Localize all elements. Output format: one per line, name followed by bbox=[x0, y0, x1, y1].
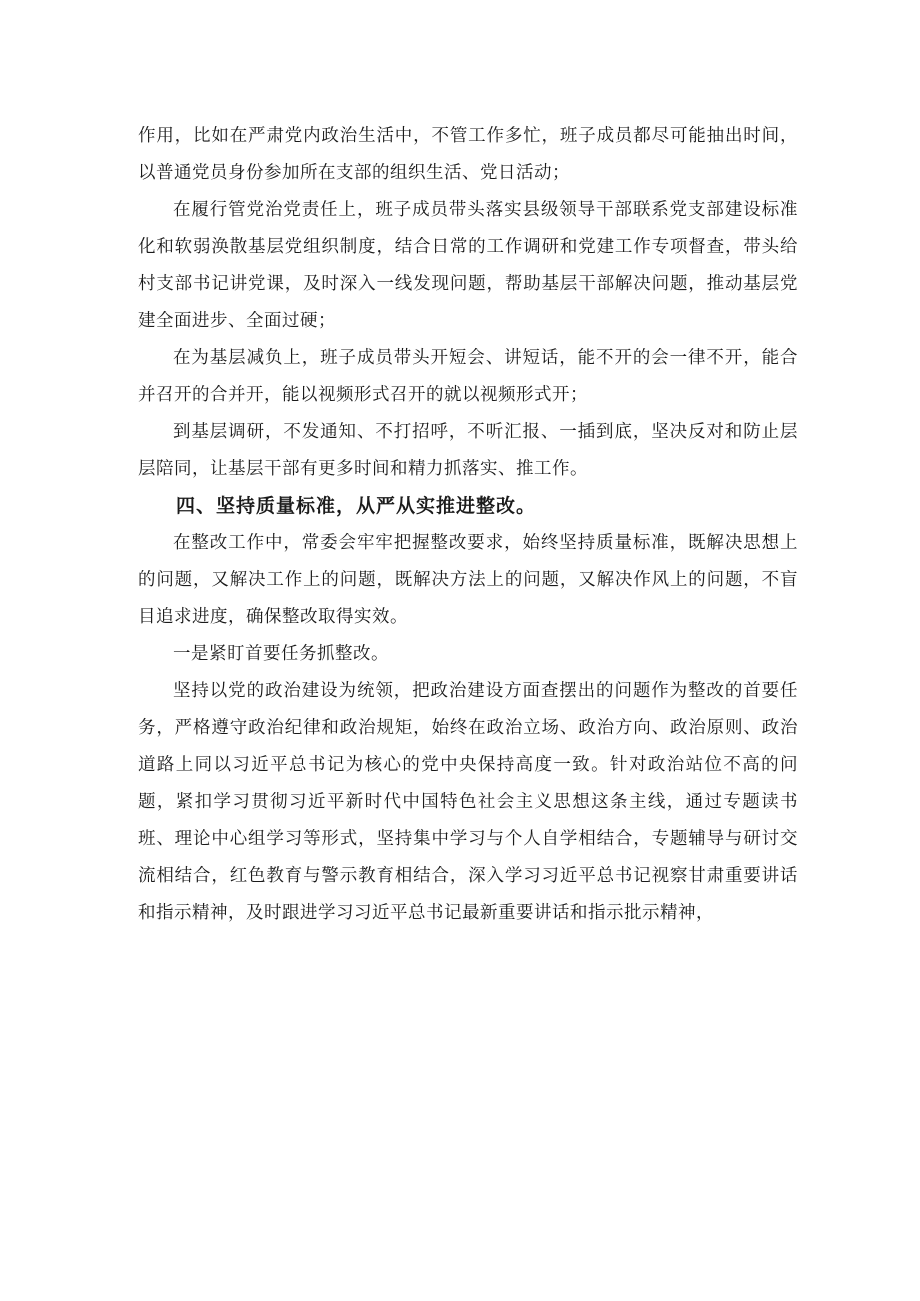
text-line: 坚持以党的政治建设为统领，把政治建设方面查摆出的问题作为整改的首 bbox=[173, 681, 762, 701]
text-line: 能合并召开的合并开，能以视频形式召开的就以视频形式开； bbox=[138, 348, 799, 405]
text-line: 研讨交流相结合，红色教育与警示教育相结合，深入学习习近平总书记视察甘肃 bbox=[138, 829, 798, 886]
paragraph-field-research bbox=[138, 414, 798, 488]
text-line: 不盲目追求进度，确保整改取得实效。 bbox=[138, 570, 798, 627]
text-line: 在整改工作中，常委会牢牢把握整改要求，始终坚持质量标准，既解决思 bbox=[173, 533, 762, 553]
text-line: 的问题，紧扣学习贯彻习近平新时代中国特色社会主义思想这条主线，通过专题 bbox=[138, 755, 799, 812]
section-heading-four bbox=[138, 488, 798, 525]
paragraph-party-responsibility bbox=[138, 192, 798, 340]
paragraph-political-building bbox=[138, 673, 798, 932]
text-line: 在履行管党治党责任上，班子成员带头落实县级领导干部联系党支部建设 bbox=[173, 200, 762, 220]
text-line: 止层层陪同，让基层干部有更多时间和精力抓落实、推工作。 bbox=[138, 422, 799, 479]
text-line: 在为基层减负上，班子成员带头开短会、讲短话，能不开的会一律不开， bbox=[173, 348, 762, 368]
paragraph-continuation bbox=[138, 118, 798, 192]
text-line: 到基层调研，不发通知、不打招呼，不听汇报、一插到底，坚决反对和防 bbox=[173, 422, 762, 442]
text-line: 重要讲话和指示精神，及时跟进学习习近平总书记最新重要讲话和指示批示精神， bbox=[138, 866, 798, 923]
text-line: 政治道路上同以习近平总书记为核心的党中央保持高度一致。针对政治站位不高 bbox=[138, 718, 798, 775]
text-line: 要任务，严格遵守政治纪律和政治规矩，始终在政治立场、政治方向、政治原则、 bbox=[138, 681, 799, 738]
text-line: 读书班、理论中心组学习等形式，坚持集中学习与个人自学相结合，专题辅导与 bbox=[138, 792, 799, 849]
text-line: 一是紧盯首要任务抓整改。 bbox=[173, 644, 389, 664]
text-line: 作用，比如在严肃党内政治生活中，不管工作多忙，班子成员都尽可能抽出时间， bbox=[138, 126, 798, 146]
text-line: 带头给村支部书记讲党课，及时深入一线发现问题，帮助基层干部解决问题，推 bbox=[138, 237, 798, 294]
paragraph-burden-reduction bbox=[138, 340, 798, 414]
document-page bbox=[138, 118, 798, 932]
heading-text: 四、坚持质量标准，从严从实推进整改。 bbox=[176, 495, 537, 517]
text-line: 标准化和软弱涣散基层党组织制度，结合日常的工作调研和党建工作专项督查， bbox=[138, 200, 799, 257]
paragraph-subheading-one bbox=[138, 636, 798, 673]
text-line: 以普通党员身份参加所在支部的组织生活、党日活动； bbox=[138, 163, 570, 183]
text-line: 想上的问题，又解决工作上的问题，既解决方法上的问题，又解决作风上的问题， bbox=[138, 533, 799, 590]
text-line: 动基层党建全面进步、全面过硬； bbox=[138, 274, 798, 331]
paragraph-rectification-work bbox=[138, 525, 798, 636]
